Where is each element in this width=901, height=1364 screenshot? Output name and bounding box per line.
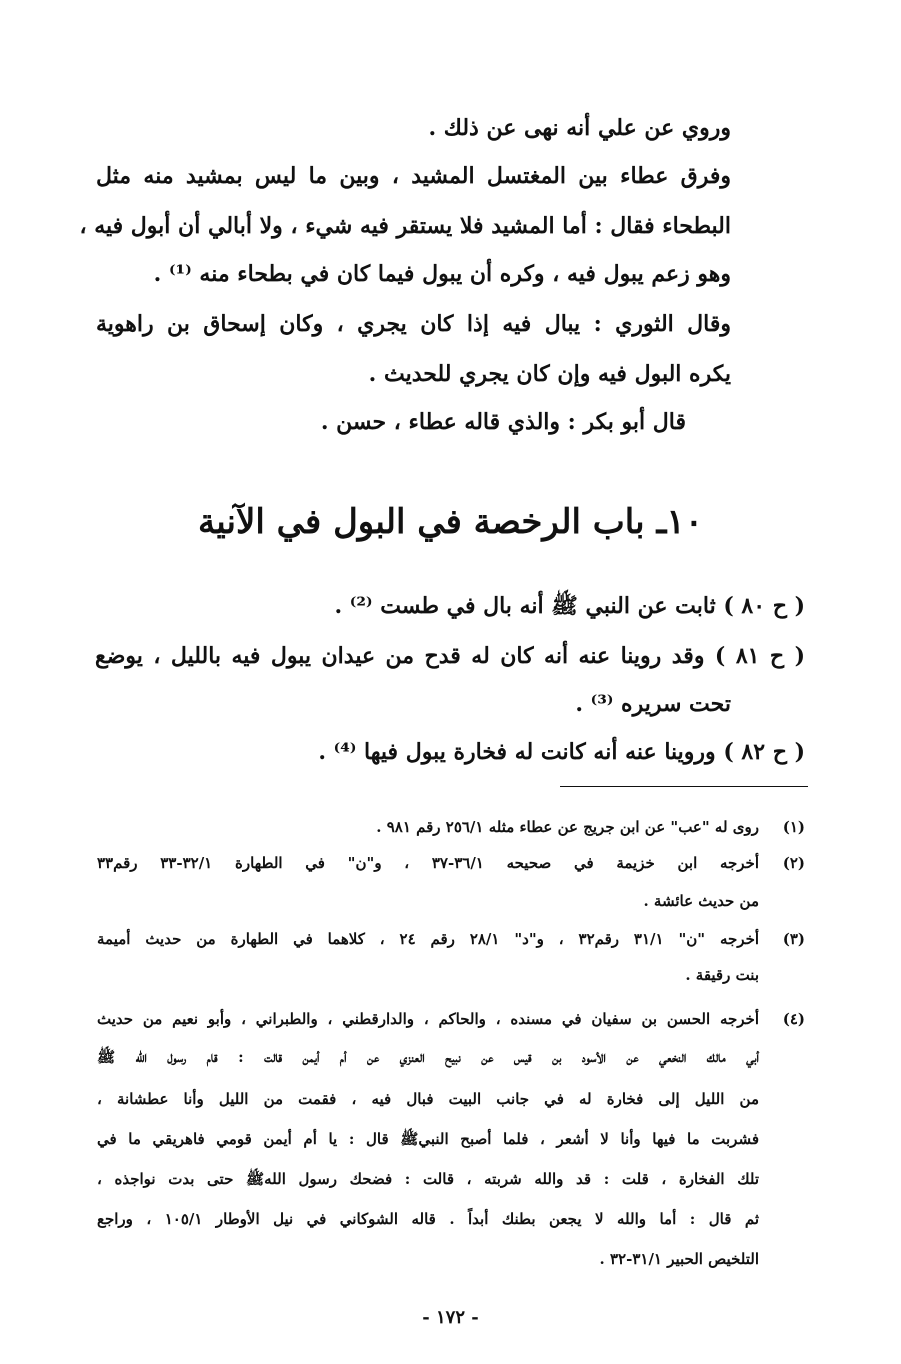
hadith-line: ( ح ٨١ ) وقد روينا عنه أنه كان له قدح من عيدان يبول فيه بالليل ، يوضع xyxy=(95,643,806,669)
body-line: وفرق عطاء بين المغتسل المشيد ، وبين ما ليس بمشيد منه مثل xyxy=(96,163,731,189)
hadith-line: ( ح ٨٠ ) ثابت عن النبي ﷺ أنه بال في طست ⁽²⁾ . xyxy=(334,593,805,619)
footnote-line: أخرجه "ن" ٣١/١ رقم٣٢ ، و"د" ٢٨/١ رقم ٢٤ ، كلاهما في الطهارة من حديث أميمة xyxy=(97,930,760,948)
footnote-line: من حديث عائشة . xyxy=(643,892,759,910)
footnote-line: بنت رقيقة . xyxy=(685,966,759,984)
chapter-title: ١٠ـ باب الرخصة في البول في الآنية xyxy=(198,502,703,542)
body-line: وهو زعم يبول فيه ، وكره أن يبول فيما كان في بطحاء منه ⁽¹⁾ . xyxy=(153,261,731,287)
hadith-line: تحت سريره ⁽³⁾ . xyxy=(575,691,731,717)
footnote-line: فشربت ما فيها وأنا لا أشعر ، فلما أصبح النبيﷺ قال : يا أم أيمن قومي فاهريقي ما في xyxy=(97,1130,759,1148)
body-line: وروي عن علي أنه نهى عن ذلك . xyxy=(428,115,731,141)
footnote-line: ثم قال : أما والله لا يجعن بطنك أبداً . قاله الشوكاني في نيل الأوطار ١٠٥/١ ، وراجع xyxy=(97,1210,759,1228)
body-line: البطحاء فقال : أما المشيد فلا يستقر فيه شيء ، ولا أبالي أن أبول فيه ، xyxy=(79,213,731,239)
hadith-line: ( ح ٨٢ ) وروينا عنه أنه كانت له فخارة يبول فيها ⁽⁴⁾ . xyxy=(318,739,805,765)
footnote-number: (٣) xyxy=(782,930,805,948)
footnote-line: أخرجه الحسن بن سفيان في مسنده ، والحاكم ، والدارقطني ، والطبراني ، وأبو نعيم من حديث xyxy=(97,1010,759,1028)
footnote-number: (٢) xyxy=(782,854,805,872)
body-line: قال أبو بكر : والذي قاله عطاء ، حسن . xyxy=(320,409,686,435)
footnote-line: أخرجه ابن خزيمة في صحيحه ٣٦/١-٣٧ ، و"ن" في الطهارة ٣٢/١-٣٣ رقم٣٣ xyxy=(97,854,759,872)
footnote-number: (١) xyxy=(782,818,805,836)
footnote-line: من الليل إلى فخارة له في جانب البيت فبال فيه ، فقمت من الليل وأنا عطشانة ، xyxy=(97,1090,759,1108)
footnote-line: التلخيص الحبير ٣١/١-٣٢ . xyxy=(599,1250,759,1268)
body-line: يكره البول فيه وإن كان يجري للحديث . xyxy=(368,361,731,387)
footnote-line: تلك الفخارة ، قلت : قد والله شربته ، قالت : فضحك رسول اللهﷺ حتى بدت نواجذه ، xyxy=(97,1170,759,1188)
footnote-line: روى له "عب" عن ابن جريج عن عطاء مثله ٢٥٦/١ رقم ٩٨١ . xyxy=(376,818,759,836)
footnote-line: أبي مالك النخعي عن الأسود بن قيس عن نبيح العنزي عن أم أيمن قالت : قام رسول الله ﷺ xyxy=(97,1048,759,1066)
footnote-separator xyxy=(560,786,808,787)
page-number: - ١٧٢ - xyxy=(422,1307,479,1328)
body-line: وقال الثوري : يبال فيه إذا كان يجري ، وكان إسحاق بن راهوية xyxy=(96,311,731,337)
footnote-number: (٤) xyxy=(782,1010,805,1028)
